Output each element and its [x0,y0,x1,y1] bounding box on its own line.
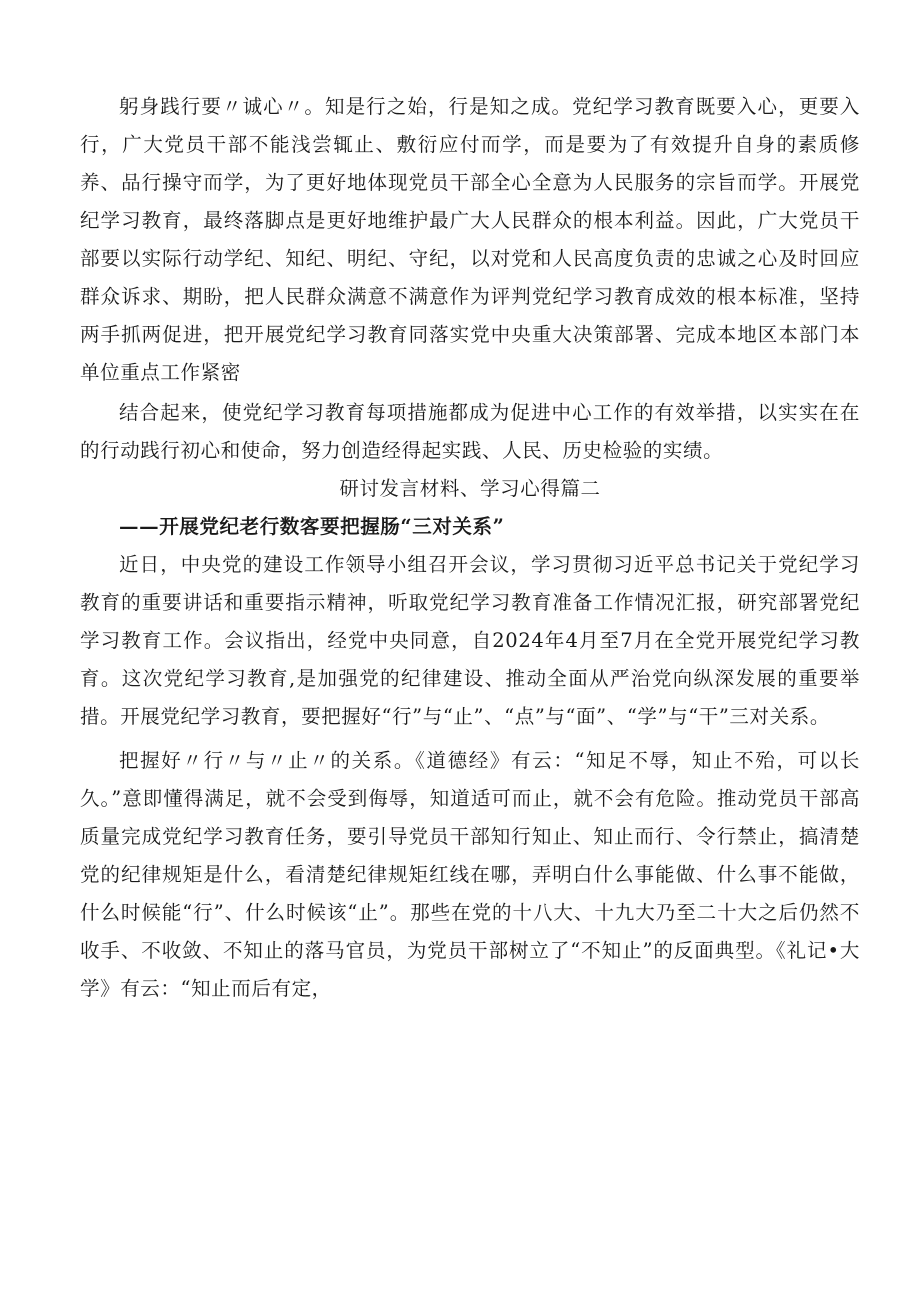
paragraph-commitment: 躬身践行要〃诚心〃。知是行之始，行是知之成。党纪学习教育既要入心，更要入行，广大党员干部不能浅尝辄止、敷衍应付而学，而是要为了有效提升自身的素质修养、品行操守而学，为了更好地体现党员干部全心全意为人民服务的宗旨而学。开展党纪学习教育，最终落脚点是更好地维护最广大人民群众的根本利益。因此，广大党员干部要以实际行动学纪、知纪、明纪、守纪，以对党和人民高度负责的忠诚之心及时回应群众诉求、期盼，把人民群众满意不满意作为评判党纪学习教育成效的根本标准，坚持两手抓两促进，把开展党纪学习教育同落实党中央重大决策部署、完成本地区本部门本单位重点工作紧密 [80,95,860,384]
document-body [80,88,860,1008]
paragraph-integration: 结合起来，使党纪学习教育每项措施都成为促进中心工作的有效举措，以实实在在的行动践行初心和使命，努力创造经得起实践、人民、历史检验的实绩。 [80,401,860,462]
paragraph-go-and-stop: 把握好〃行〃与〃止〃的关系。《道德经》有云：“知足不辱，知止不殆，可以长久。”意即懂得满足，就不会受到侮辱，知道适可而止，就不会有危险。推动党员干部高质量完成党纪学习教育任务，要引导党员干部知行知止、知止而行、令行禁止，搞清楚党的纪律规矩是什么，看清楚纪律规矩红线在哪，弄明白什么事能做、什么事不能做，什么时候能“行”、什么时候该“止”。那些在党的十八大、十九大乃至二十大之后仍然不收手、不收敛、不知止的落马官员，为党员干部树立了“不知止”的反面典型。《礼记•大学》有云：“知止而后有定， [80,749,860,1000]
section-title: 研讨发言材料、学习心得篇二 [339,477,601,500]
section-subtitle: ——开展党纪老行数客要把握肠“三对关系” [119,515,505,538]
paragraph-meeting: 近日，中央党的建设工作领导小组召开会议，学习贯彻习近平总书记关于党纪学习教育的重要讲话和重要指示精神，听取党纪学习教育准备工作情况汇报，研究部署党纪学习教育工作。会议指出，经党中央同意，自2024年4月至7月在全党开展党纪学习教育。这次党纪学习教育,是加强党的纪律建设、推动全面从严治党向纵深发展的重要举措。开展党纪学习教育，要把握好“行”与“止”、“点”与“面”、“学”与“干”三对关系。 [80,553,860,728]
